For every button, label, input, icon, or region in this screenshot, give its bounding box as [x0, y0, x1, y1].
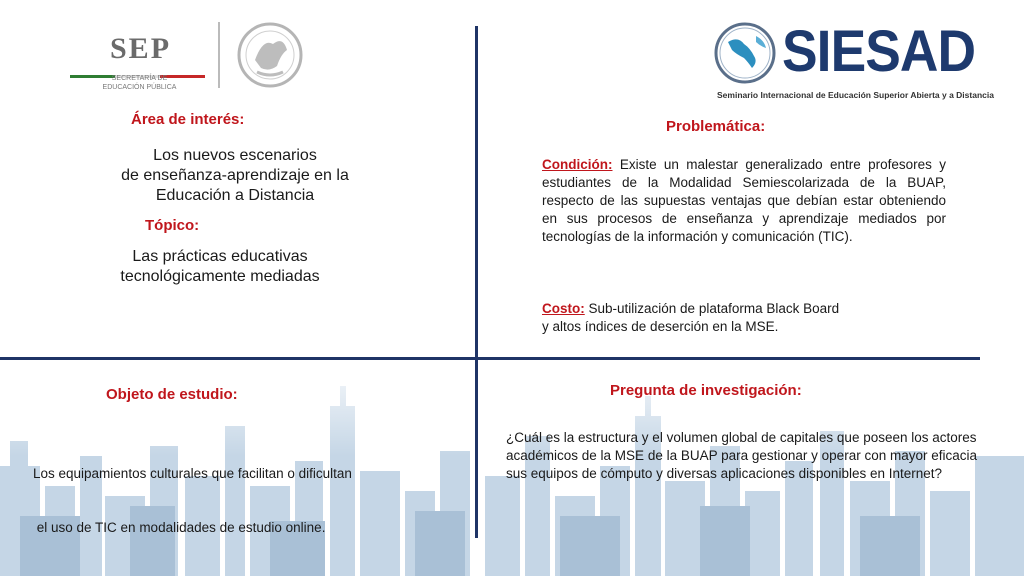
area-heading: Área de interés: — [131, 111, 245, 128]
condicion-label: Condición: — [542, 157, 613, 172]
objeto-description — [33, 429, 453, 555]
sep-logo-text: SEP — [110, 32, 172, 65]
topico-line1: Las prácticas educativas — [132, 248, 308, 265]
condicion-paragraph — [542, 156, 946, 246]
sep-subtitle-line2: EDUCACIÓN PÚBLICA — [102, 84, 177, 91]
area-line2: de enseñanza-aprendizaje en la — [121, 167, 349, 184]
area-line3: Educación a Distancia — [155, 187, 315, 204]
sep-flag-stripe — [70, 65, 205, 68]
objeto-line2: el uso de TIC en modalidades de estudio online. — [33, 520, 326, 535]
costo-label: Costo: — [542, 301, 585, 316]
siesad-globe-icon — [714, 22, 776, 84]
horizontal-divider — [0, 357, 980, 360]
pregunta-heading: Pregunta de investigación: — [610, 382, 802, 399]
area-line1: Los nuevos escenarios — [153, 147, 317, 164]
siesad-logo-subtitle: Seminario Internacional de Educación Superior Abierta y a Distancia — [717, 90, 994, 100]
objeto-heading: Objeto de estudio: — [106, 386, 238, 403]
sep-logo-separator — [218, 22, 220, 88]
topico-description — [50, 247, 390, 287]
objeto-line1: Los equipamientos culturales que facilitan o dificultan — [33, 466, 352, 481]
costo-line1: Sub-utilización de plataforma Black Board — [584, 301, 840, 316]
mexico-seal-icon — [233, 20, 308, 90]
sep-subtitle-line1: SECRETARÍA DE — [111, 75, 168, 82]
topico-line2: tecnológicamente mediadas — [120, 268, 320, 285]
problematica-heading: Problemática: — [666, 118, 766, 135]
siesad-logo-text: SIESAD — [782, 19, 976, 84]
costo-paragraph — [542, 300, 946, 336]
sep-logo-subtitle — [82, 74, 197, 92]
sep-logo — [70, 20, 320, 95]
area-description — [60, 146, 410, 206]
condicion-text: Existe un malestar generalizado entre profesores y estudiantes de la Modalidad Semiescolarizada de la BUAP, respecto de las supuestas ventajas que debían estar obteniendo en sus procesos de enseñanza y aprendizaje mediados por tecnologías de la información y comunicación (TIC). — [542, 157, 946, 244]
topico-heading: Tópico: — [145, 217, 200, 234]
pregunta-text: ¿Cuál es la estructura y el volumen global de capitales que poseen los actores académicos de la MSE de la BUAP para gestionar y operar con mayor eficacia sus equipos de cómputo y diversas aplicaciones disponibles en Internet? — [506, 430, 977, 481]
costo-line2: y altos índices de deserción en la MSE. — [542, 319, 779, 334]
vertical-divider — [475, 26, 478, 538]
